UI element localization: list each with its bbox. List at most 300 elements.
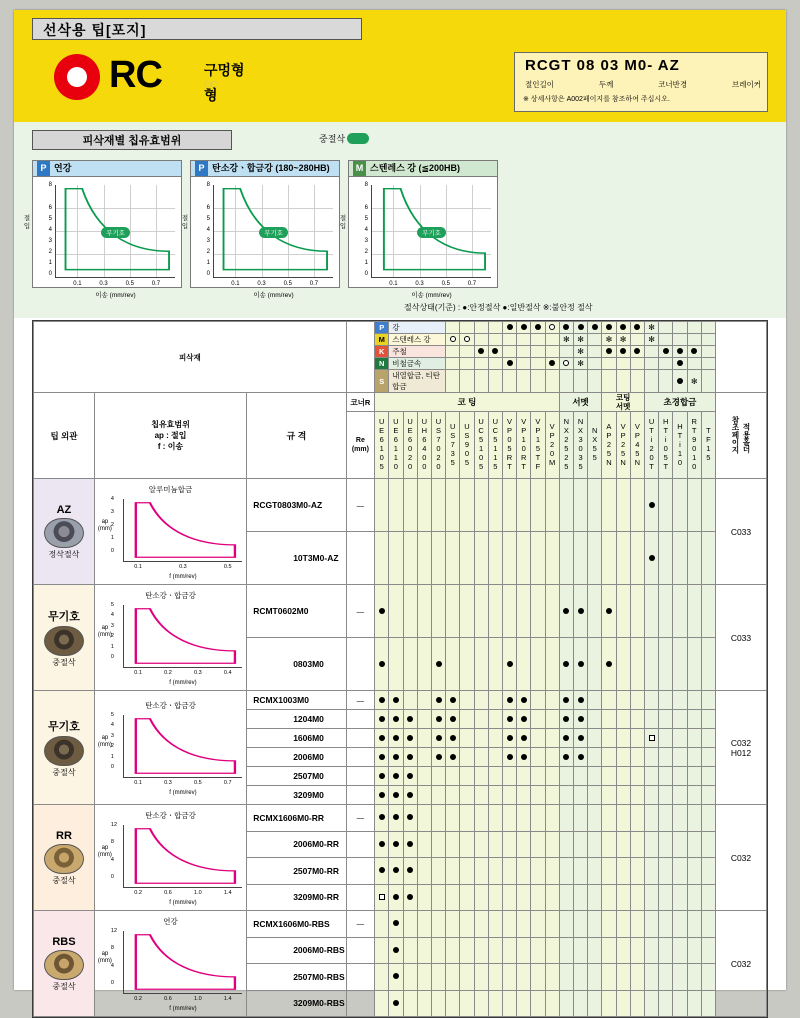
- corner-r-cell: [346, 532, 374, 585]
- x-tick: 0.3: [257, 281, 266, 287]
- corner-r-cell: [346, 858, 374, 885]
- x-tick: 0.1: [389, 281, 398, 287]
- x-tick: 0.1: [231, 281, 240, 287]
- mc-x-tick: 0.3: [179, 564, 187, 570]
- grade-header-VP20M: VP20M: [545, 412, 559, 479]
- material-mark-cell: [630, 370, 644, 393]
- grade-mark-cell: [417, 585, 431, 638]
- grade-mark-cell: [375, 964, 389, 991]
- mc-x-tick: 0.2: [164, 670, 172, 676]
- grade-mark-cell: [417, 691, 431, 710]
- grade-mark-cell: [573, 786, 587, 805]
- grade-mark-cell: [446, 964, 460, 991]
- mark-stable: [393, 735, 399, 741]
- mark-unstable: ✻: [648, 323, 655, 332]
- mc-y-tick: 2: [110, 743, 114, 750]
- x-tick: 0.5: [441, 281, 450, 287]
- grade-header-UC5115: UC5115: [488, 412, 502, 479]
- grade-mark-cell: [701, 990, 715, 1017]
- designation-legend-item: 두께: [598, 80, 614, 89]
- mark-unstable: ✻: [562, 335, 570, 344]
- grade-mark-cell: [616, 884, 630, 911]
- mc-y-tick: 0: [110, 764, 114, 770]
- mark-stable: [677, 348, 683, 354]
- chip-range-curve: [124, 715, 242, 777]
- ref-header-blank: [715, 322, 766, 393]
- grade-mark-cell: [460, 748, 474, 767]
- grade-mark-cell: [431, 691, 445, 710]
- grade-mark-cell: [545, 805, 559, 832]
- grade-mark-cell: [488, 937, 502, 964]
- tip-application: 정삭절삭: [48, 549, 80, 559]
- material-mark-cell: [573, 370, 587, 393]
- grade-mark-cell: [403, 767, 417, 786]
- mark-stable: [649, 555, 655, 561]
- grade-mark-cell: [502, 748, 516, 767]
- grade-mark-cell: [559, 990, 573, 1017]
- coating-group-header: 코 팅: [375, 393, 560, 412]
- grade-mark-cell: [517, 767, 531, 786]
- grade-mark-cell: [573, 937, 587, 964]
- grade-mark-cell: [488, 831, 502, 858]
- spec-cell[interactable]: 2507M0-RR: [247, 858, 346, 885]
- corner-r-cell: —: [346, 691, 374, 710]
- spec-cell[interactable]: 3209M0: [247, 786, 346, 805]
- grade-mark-cell: [531, 964, 545, 991]
- y-axis-name: 절 입: [339, 215, 347, 230]
- grade-mark-cell: [375, 858, 389, 885]
- tip-label: 무기호: [48, 720, 80, 733]
- tip-application: 중절삭: [52, 981, 76, 991]
- grade-mark-cell: [616, 710, 630, 729]
- page-header: [14, 10, 786, 122]
- material-mark-cell: [673, 346, 687, 358]
- mark-unstable: ✻: [577, 335, 584, 344]
- spec-cell[interactable]: RCGT0803M0-AZ: [247, 479, 346, 532]
- grade-mark-cell: [644, 748, 658, 767]
- grade-mark-cell: [616, 532, 630, 585]
- mc-y-tick: 1: [110, 535, 114, 541]
- grade-mark-cell: [588, 748, 602, 767]
- grade-mark-cell: [531, 638, 545, 691]
- material-label: 내열합금, 티탄합금: [389, 370, 446, 393]
- grade-mark-cell: [687, 479, 701, 532]
- catalog-page: [14, 10, 786, 1012]
- grade-mark-cell: [588, 786, 602, 805]
- mark-stable: [478, 348, 484, 354]
- chip-range-cell: [94, 479, 246, 585]
- grade-mark-cell: [616, 831, 630, 858]
- material-mark-cell: [502, 370, 516, 393]
- grade-mark-cell: [417, 937, 431, 964]
- mark-stable: [578, 608, 584, 614]
- spec-cell[interactable]: RCMT0602M0: [247, 585, 346, 638]
- grade-selection-table: [32, 320, 768, 1018]
- mark-stable: [563, 608, 569, 614]
- tip-shape-cell: [34, 479, 95, 585]
- grade-mark-cell: [517, 638, 531, 691]
- y-tick: 5: [206, 216, 210, 222]
- grade-mark-cell: [403, 729, 417, 748]
- grade-mark-cell: [474, 937, 488, 964]
- grade-mark-cell: [517, 964, 531, 991]
- grade-mark-cell: [417, 964, 431, 991]
- grade-mark-cell: [389, 479, 403, 532]
- spec-cell[interactable]: 1204M0: [247, 710, 346, 729]
- grade-mark-cell: [602, 786, 616, 805]
- material-label: 스텐레스 강: [389, 334, 446, 346]
- spec-cell[interactable]: RCMX1003M0: [247, 691, 346, 710]
- grade-mark-cell: [602, 858, 616, 885]
- grade-mark-cell: [559, 911, 573, 938]
- spec-cell[interactable]: 1606M0: [247, 729, 346, 748]
- x-axis-name: 이송 (mm/rev): [411, 292, 452, 299]
- grade-mark-cell: [630, 964, 644, 991]
- grade-mark-cell: [545, 691, 559, 710]
- grade-mark-cell: [701, 710, 715, 729]
- grade-mark-cell: [659, 532, 673, 585]
- mark-stable: [649, 502, 655, 508]
- chip-range-chart: [95, 479, 246, 584]
- grade-mark-cell: [460, 767, 474, 786]
- material-mark-cell: [588, 322, 602, 334]
- x-tick: 0.1: [73, 281, 82, 287]
- mc-x-tick: 0.5: [223, 564, 232, 570]
- chip-chart-header: [349, 161, 497, 177]
- grade-mark-cell: [659, 585, 673, 638]
- mark-stable: [563, 661, 569, 667]
- grade-mark-cell: [545, 638, 559, 691]
- material-mark-cell: [446, 334, 460, 346]
- mark-square: [649, 735, 655, 741]
- corner-r-cell: [346, 831, 374, 858]
- grade-mark-cell: [701, 911, 715, 938]
- y-tick: 0: [48, 271, 52, 277]
- material-mark-cell: [531, 346, 545, 358]
- material-mark-cell: [446, 346, 460, 358]
- mc-x-tick: 0.1: [134, 780, 142, 786]
- mc-x-tick: 1.4: [223, 890, 232, 896]
- material-mark-cell: [573, 334, 587, 346]
- reference-page-cell[interactable]: C033: [715, 585, 766, 691]
- grade-mark-cell: [545, 911, 559, 938]
- material-mark-cell: [673, 370, 687, 393]
- grade-mark-cell: [474, 729, 488, 748]
- grade-mark-cell: [531, 691, 545, 710]
- grade-mark-cell: [559, 729, 573, 748]
- grade-mark-cell: [488, 911, 502, 938]
- material-mark-cell: [573, 358, 587, 370]
- grade-group-header-row: [34, 393, 767, 412]
- grade-mark-cell: [687, 884, 701, 911]
- grade-header-US7020: US7020: [431, 412, 445, 479]
- mc-x-name: f (mm/rev): [169, 680, 197, 686]
- grade-mark-cell: [573, 964, 587, 991]
- grade-mark-cell: [644, 884, 658, 911]
- material-mark-cell: [573, 346, 587, 358]
- y-axis-name: 절 입: [23, 215, 31, 230]
- material-mark-cell: [659, 358, 673, 370]
- grade-mark-cell: [602, 748, 616, 767]
- grade-mark-cell: [417, 786, 431, 805]
- material-mark-cell: [602, 322, 616, 334]
- grade-mark-cell: [573, 805, 587, 832]
- grade-mark-cell: [545, 884, 559, 911]
- grade-mark-cell: [644, 937, 658, 964]
- material-mark-cell: [531, 322, 545, 334]
- grade-mark-cell: [701, 767, 715, 786]
- mc-y-tick: 5: [110, 602, 114, 608]
- grade-mark-cell: [588, 964, 602, 991]
- grade-mark-cell: [460, 786, 474, 805]
- grade-mark-cell: [573, 479, 587, 532]
- y-tick: 3: [364, 238, 368, 244]
- grade-mark-cell: [588, 805, 602, 832]
- chip-zone-label: 무기호: [417, 227, 446, 238]
- grade-mark-cell: [389, 710, 403, 729]
- grade-mark-cell: [545, 964, 559, 991]
- material-mark-cell: [644, 370, 658, 393]
- grade-mark-cell: [602, 937, 616, 964]
- grade-mark-cell: [644, 479, 658, 532]
- spec-cell[interactable]: 3209M0-RBS: [247, 990, 346, 1017]
- grade-mark-cell: [431, 831, 445, 858]
- mark-stable: [379, 735, 385, 741]
- material-mark-cell: [573, 322, 587, 334]
- mark-stable: [450, 716, 456, 722]
- material-mark-cell: [602, 370, 616, 393]
- grade-mark-cell: [630, 638, 644, 691]
- mc-y-name: ap (mm): [97, 735, 112, 748]
- spec-cell[interactable]: 3209M0-RR: [247, 884, 346, 911]
- material-mark-cell: [673, 322, 687, 334]
- x-tick: 0.7: [467, 281, 477, 287]
- spec-cell[interactable]: 2507M0-RBS: [247, 964, 346, 991]
- grade-mark-cell: [531, 479, 545, 532]
- grade-mark-cell: [602, 729, 616, 748]
- grade-header-NX2525: NX2525: [559, 412, 573, 479]
- mark-stable: [563, 754, 569, 760]
- grade-mark-cell: [616, 964, 630, 991]
- material-mark-cell: [687, 346, 701, 358]
- material-mark-cell: [488, 334, 502, 346]
- grade-mark-cell: [502, 767, 516, 786]
- page-title: 선삭용 팁[포지]: [32, 18, 362, 40]
- grade-mark-cell: [403, 805, 417, 832]
- grade-mark-cell: [531, 585, 545, 638]
- grade-mark-cell: [602, 990, 616, 1017]
- grade-header-VP15TF: VP15TF: [531, 412, 545, 479]
- mark-unstable: ✻: [577, 347, 584, 356]
- grade-mark-cell: [573, 638, 587, 691]
- grade-mark-cell: [573, 990, 587, 1017]
- spec-cell[interactable]: 2006M0: [247, 748, 346, 767]
- mc-y-name: ap (mm): [97, 951, 112, 964]
- designation-legend-item: 코너반경: [658, 80, 688, 89]
- grade-mark-cell: [588, 691, 602, 710]
- grade-mark-cell: [588, 990, 602, 1017]
- x-axis-name: 이송 (mm/rev): [95, 292, 136, 299]
- mark-normal: [563, 360, 569, 366]
- mark-stable: [407, 716, 413, 722]
- grade-mark-cell: [460, 479, 474, 532]
- material-tag-p: P: [37, 161, 50, 176]
- grade-mark-cell: [488, 479, 502, 532]
- grade-mark-cell: [446, 767, 460, 786]
- mark-stable: [691, 348, 697, 354]
- grade-mark-cell: [403, 585, 417, 638]
- grade-mark-cell: [417, 767, 431, 786]
- grade-mark-cell: [616, 767, 630, 786]
- mc-y-tick: 0: [110, 874, 114, 880]
- grade-mark-cell: [545, 729, 559, 748]
- mc-y-tick: 12: [110, 822, 118, 828]
- mark-stable: [379, 754, 385, 760]
- chip-range-curve: [124, 499, 242, 561]
- material-mark-cell: [659, 322, 673, 334]
- grade-mark-cell: [644, 532, 658, 585]
- insert-photo: [44, 626, 84, 656]
- mc-x-tick: 0.2: [134, 996, 142, 1002]
- material-tag-p: P: [195, 161, 208, 176]
- corner-r-cell: —: [346, 479, 374, 532]
- chip-range-chart: [95, 585, 246, 690]
- mc-y-tick: 5: [110, 712, 114, 718]
- grade-mark-cell: [375, 786, 389, 805]
- spec-cell[interactable]: RCMX1606M0-RR: [247, 805, 346, 832]
- material-mark-cell: [602, 334, 616, 346]
- cutting-status-legend: 절삭상태(기준) : ●:안정절삭 ●:일반절삭 ※:불안정 절삭: [404, 303, 593, 312]
- grade-mark-cell: [502, 858, 516, 885]
- material-mark-cell: [488, 358, 502, 370]
- mark-stable: [393, 773, 399, 779]
- grade-mark-cell: [460, 691, 474, 710]
- grade-mark-cell: [588, 585, 602, 638]
- grade-mark-cell: [474, 710, 488, 729]
- grade-mark-cell: [460, 532, 474, 585]
- grade-mark-cell: [701, 638, 715, 691]
- grade-mark-cell: [502, 786, 516, 805]
- grade-mark-cell: [375, 532, 389, 585]
- spec-cell[interactable]: 0803M0: [247, 638, 346, 691]
- grade-mark-cell: [389, 748, 403, 767]
- spec-cell[interactable]: 2507M0: [247, 767, 346, 786]
- mark-stable: [407, 841, 413, 847]
- grade-mark-cell: [673, 710, 687, 729]
- mc-y-tick: 2: [110, 633, 114, 640]
- grade-mark-cell: [559, 937, 573, 964]
- spec-cell[interactable]: 2006M0-RR: [247, 831, 346, 858]
- grade-mark-cell: [701, 786, 715, 805]
- grade-mark-cell: [474, 767, 488, 786]
- material-mark-cell: [460, 346, 474, 358]
- material-mark-cell: [502, 322, 516, 334]
- mark-unstable: ✻: [577, 359, 584, 368]
- grade-mark-cell: [375, 585, 389, 638]
- tip-shape-cell: [34, 691, 95, 805]
- chip-zone-label: 무기호: [101, 227, 130, 238]
- mark-stable: [379, 608, 385, 614]
- grade-mark-cell: [573, 710, 587, 729]
- grade-mark-cell: [659, 911, 673, 938]
- grade-mark-cell: [531, 767, 545, 786]
- material-mark-cell: [687, 322, 701, 334]
- grade-mark-cell: [403, 831, 417, 858]
- mc-y-tick: 8: [110, 945, 114, 952]
- table-row: [34, 479, 767, 532]
- grade-mark-cell: [673, 638, 687, 691]
- spec-cell[interactable]: 10T3M0-AZ: [247, 532, 346, 585]
- table-row: [34, 805, 767, 832]
- grade-mark-cell: [644, 805, 658, 832]
- grade-mark-cell: [474, 532, 488, 585]
- grade-mark-cell: [630, 585, 644, 638]
- grade-mark-cell: [644, 911, 658, 938]
- grade-mark-cell: [446, 748, 460, 767]
- ref-page-header: 참조페이지 적용홀더: [715, 393, 766, 479]
- grade-mark-cell: [559, 767, 573, 786]
- grade-mark-cell: [630, 748, 644, 767]
- grade-mark-cell: [644, 831, 658, 858]
- grade-mark-cell: [630, 786, 644, 805]
- corner-r-header: 코너R: [346, 393, 374, 412]
- grade-header-US735: US735: [446, 412, 460, 479]
- mark-unstable: ✻: [648, 335, 655, 344]
- mark-stable: [507, 735, 513, 741]
- grade-mark-cell: [403, 710, 417, 729]
- tip-label: 무기호: [48, 610, 80, 623]
- material-mark-cell: [517, 322, 531, 334]
- mc-y-tick: 4: [110, 612, 114, 619]
- material-mark-cell: [644, 322, 658, 334]
- mark-normal: [464, 336, 470, 342]
- spec-cell[interactable]: 2006M0-RBS: [247, 937, 346, 964]
- grade-mark-cell: [545, 786, 559, 805]
- grade-mark-cell: [375, 479, 389, 532]
- grade-mark-cell: [687, 990, 701, 1017]
- tip-shape-header: 팁 외관: [34, 393, 95, 479]
- grade-mark-cell: [431, 884, 445, 911]
- reference-page-cell[interactable]: C032 H012: [715, 691, 766, 805]
- grade-mark-cell: [474, 858, 488, 885]
- mc-x-tick: 1.0: [194, 996, 202, 1002]
- reference-page-cell[interactable]: C032: [715, 911, 766, 1017]
- grade-header-VP05RT: VP05RT: [502, 412, 516, 479]
- material-mark-cell: [502, 334, 516, 346]
- spec-cell[interactable]: RCMX1606M0-RBS: [247, 911, 346, 938]
- corner-r-cell: —: [346, 805, 374, 832]
- grade-mark-cell: [488, 786, 502, 805]
- grade-mark-cell: [417, 805, 431, 832]
- corner-r-cell: [346, 748, 374, 767]
- material-mark-cell: [488, 346, 502, 358]
- grade-mark-cell: [389, 937, 403, 964]
- material-mark-cell: [545, 334, 559, 346]
- grade-mark-cell: [389, 805, 403, 832]
- rc-logo-text: RC: [109, 54, 162, 96]
- reference-page-cell[interactable]: C032: [715, 805, 766, 911]
- tip-shape-cell: [34, 911, 95, 1017]
- grade-mark-cell: [474, 479, 488, 532]
- grade-mark-cell: [502, 937, 516, 964]
- chip-range-chart-title: 탄소강ㆍ합금강: [145, 701, 196, 710]
- mark-stable: [578, 735, 584, 741]
- grade-mark-cell: [687, 585, 701, 638]
- grade-mark-cell: [644, 858, 658, 885]
- reference-page-cell[interactable]: C033: [715, 479, 766, 585]
- grade-mark-cell: [616, 858, 630, 885]
- grade-header-UE6020: UE6020: [403, 412, 417, 479]
